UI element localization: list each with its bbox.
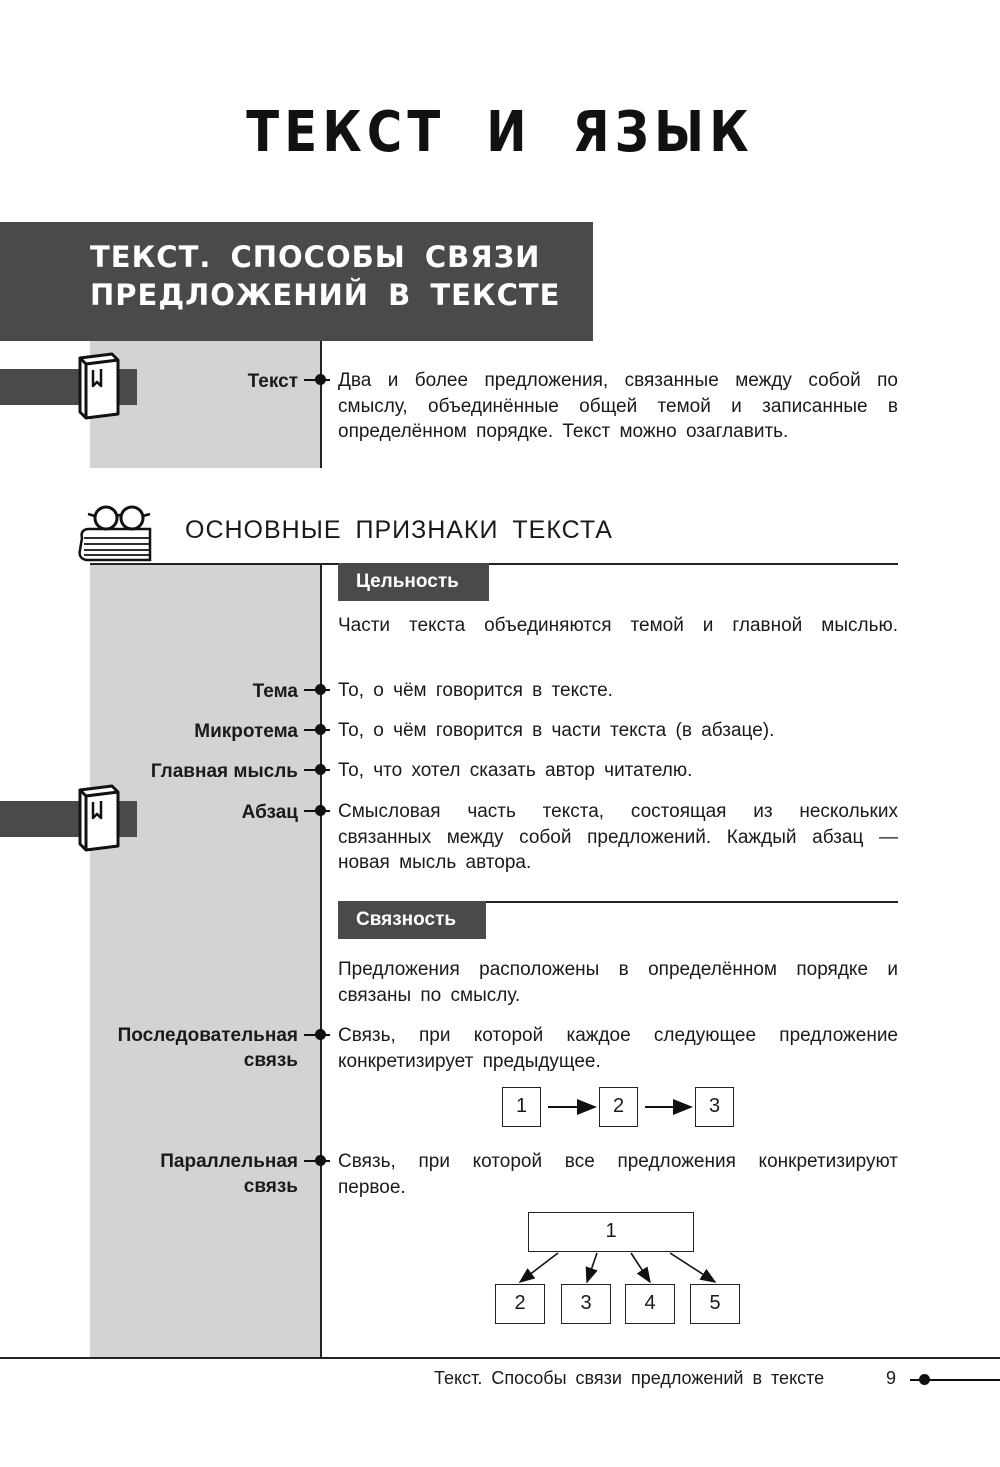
section-banner (0, 222, 593, 341)
glasses-on-books-icon (76, 502, 158, 564)
bullet-dot (315, 1029, 326, 1040)
term-sequential-line1: Последовательная (117, 1025, 298, 1046)
term-sequential (118, 1023, 298, 1073)
par-box-3: 3 (561, 1284, 611, 1324)
seq-box-1: 1 (502, 1087, 541, 1127)
arrow-1-3 (587, 1253, 597, 1282)
coherence-tab: Связность (338, 901, 486, 939)
coherence-description: Предложения расположены в определённом порядке и связаны по смыслу. (338, 959, 898, 1006)
term-text: Текст (247, 371, 298, 392)
book-icon (72, 784, 124, 854)
term-parallel-line1: Параллельная (160, 1151, 298, 1172)
microtheme-definition: То, о чём говорится в части текста (в абзаце). (338, 720, 775, 741)
par-arrows (500, 1250, 740, 1286)
arrow-1-2 (520, 1253, 558, 1282)
term-sequential-line2: связь (243, 1050, 298, 1071)
theme-definition: То, о чём говорится в тексте. (338, 680, 613, 701)
bullet-dot (315, 684, 326, 695)
sequential-definition: Связь, при которой каждое следующее предложение конкретизирует предыдущее. (338, 1025, 898, 1072)
seq-arrows (540, 1095, 700, 1119)
term-parallel (160, 1149, 298, 1199)
integrity-description: Части текста объединяются темой и главной мыслью. (338, 615, 898, 636)
term-main-idea: Главная мысль (150, 761, 298, 782)
text-definition: Два и более предложения, связанные между собой по смыслу, объединённые общей темой и записанные в определённом порядке. Текст можно озаглавить. (338, 370, 898, 442)
features-heading: ОСНОВНЫЕ ПРИЗНАКИ ТЕКСТА (185, 516, 613, 544)
section-title-line1: ТЕКСТ. СПОСОБЫ СВЯЗИ (90, 240, 541, 274)
arrow-1-4 (631, 1253, 650, 1282)
term-microtheme: Микротема (194, 721, 298, 742)
par-box-4: 4 (625, 1284, 675, 1324)
par-box-top: 1 (528, 1212, 694, 1252)
term-parallel-line2: связь (243, 1176, 298, 1197)
bullet-dot (315, 1155, 326, 1166)
parallel-definition: Связь, при которой все предложения конкретизируют первое. (338, 1151, 898, 1198)
page-number: 9 (886, 1368, 897, 1388)
seq-box-3: 3 (695, 1087, 734, 1127)
bullet-dot (315, 805, 326, 816)
footer-connector (910, 1379, 1000, 1381)
footer-rule (0, 1357, 1000, 1359)
par-box-2: 2 (495, 1284, 545, 1324)
book-icon (72, 352, 124, 422)
term-paragraph: Абзац (241, 802, 298, 823)
section-title-line2: ПРЕДЛОЖЕНИЙ В ТЕКСТЕ (90, 278, 561, 312)
seq-box-2: 2 (599, 1087, 638, 1127)
paragraph-definition: Смысловая часть текста, состоящая из нескольких связанных между собой предложений. Каждый абзац — новая мысль автора. (338, 801, 898, 873)
bullet-dot (315, 374, 326, 385)
integrity-tab: Цельность (338, 563, 489, 601)
term-theme: Тема (252, 681, 298, 702)
bullet-dot (315, 724, 326, 735)
bullet-dot (315, 764, 326, 775)
main-idea-definition: То, что хотел сказать автор читателю. (338, 760, 693, 781)
arrow-1-5 (670, 1253, 715, 1282)
column-divider-top (320, 341, 322, 468)
running-title: Текст. Способы связи предложений в тексте (434, 1368, 825, 1388)
page-title: ТЕКСТ И ЯЗЫК (246, 100, 754, 165)
par-box-5: 5 (690, 1284, 740, 1324)
